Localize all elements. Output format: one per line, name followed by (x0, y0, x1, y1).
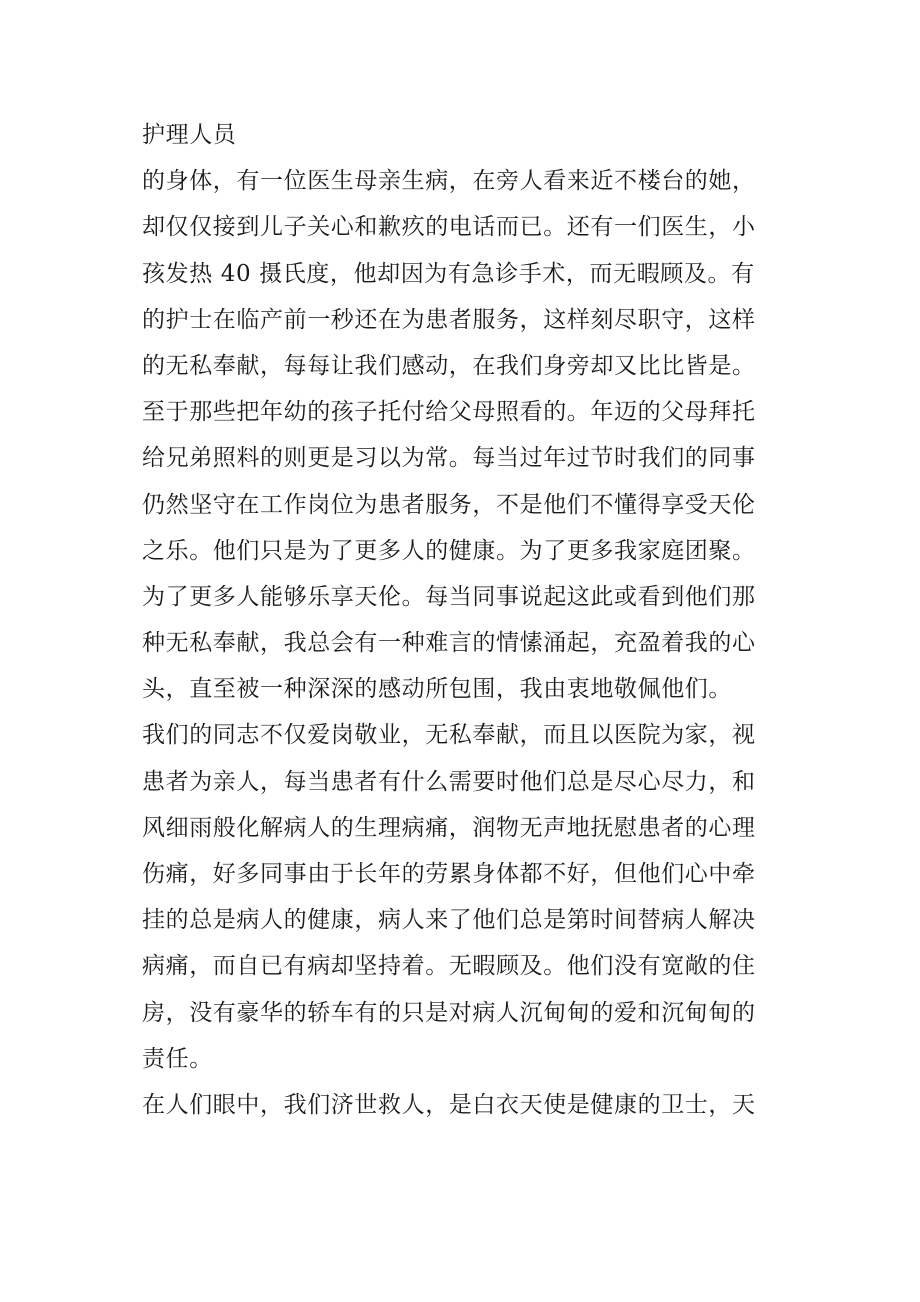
text-line: 的无私奉献，每每让我们感动，在我们身旁却又比比皆是。 (142, 352, 756, 379)
text-line: 至于那些把年幼的孩子托付给父母照看的。年迈的父母拜托 (142, 399, 756, 426)
text-line: 患者为亲人，每当患者有什么需要时他们总是尽心尽力，和 (142, 768, 756, 795)
text-line: 仍然坚守在工作岗位为患者服务，不是他们不懂得享受天伦 (142, 491, 756, 518)
text-line: 为了更多人能够乐享天伦。每当同事说起这此或看到他们那 (142, 583, 756, 610)
text-line: 头，直至被一种深深的感动所包围，我由衷地敬佩他们。 (142, 676, 732, 703)
text-line: 的身体，有一位医生母亲生病，在旁人看来近不楼台的她， (142, 168, 756, 195)
text-line: 之乐。他们只是为了更多人的健康。为了更多我家庭团聚。 (142, 537, 756, 564)
text-line: 风细雨般化解病人的生理病痛，润物无声地抚慰患者的心理 (142, 814, 756, 841)
text-line: 我们的同志不仅爱岗敬业，无私奉献，而且以医院为家，视 (142, 722, 756, 749)
text-line: 责任。 (142, 1045, 213, 1072)
text-line: 给兄弟照料的则更是习以为常。每当过年过节时我们的同事 (142, 445, 756, 472)
text-line: 护理人员 (142, 122, 237, 148)
text-line: 却仅仅接到儿子关心和歉疚的电话而已。还有一们医生，小 (142, 214, 756, 241)
document-body (142, 112, 792, 1128)
text-line: 伤痛，好多同事由于长年的劳累身体都不好，但他们心中牵 (142, 861, 756, 887)
text-line: 种无私奉献，我总会有一种难言的情愫涌起，充盈着我的心 (142, 630, 756, 657)
text-line: 房，没有豪华的轿车有的只是对病人沉甸甸的爱和沉甸甸的 (142, 999, 756, 1026)
text-line: 的护士在临产前一秒还在为患者服务，这样刻尽职守，这样 (142, 306, 756, 333)
text-line: 孩发热 40 摄氏度，他却因为有急诊手术，而无暇顾及。有 (142, 260, 755, 287)
text-line: 病痛，而自已有病却坚持着。无暇顾及。他们没有宽敞的住 (142, 953, 756, 980)
text-line: 在人们眼中，我们济世救人，是白衣天使是健康的卫士，天 (142, 1091, 756, 1118)
text-line: 挂的总是病人的健康，病人来了他们总是第时间替病人解决 (142, 907, 756, 934)
